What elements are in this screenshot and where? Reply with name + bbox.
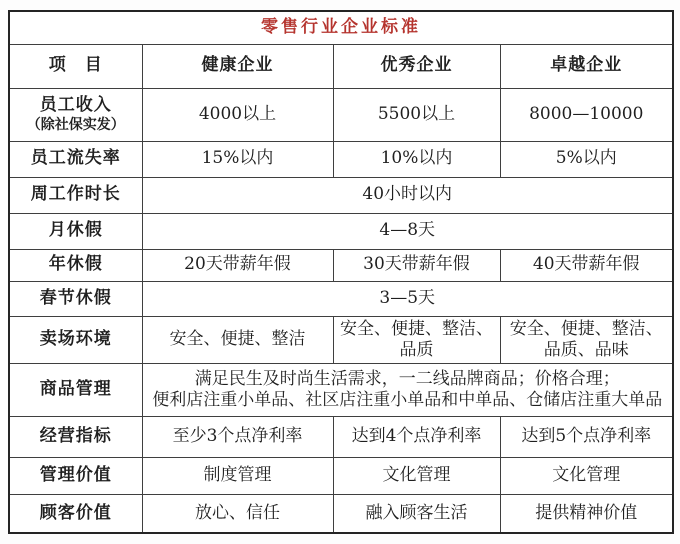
row-sublabel: （除社保实发） (26, 116, 125, 133)
table-row (9, 316, 673, 364)
cell-value: 10%以内 (333, 141, 500, 177)
table-row (9, 495, 673, 533)
row-label-merchandise-management: 商品管理 (9, 364, 142, 417)
cell-value-span: 4—8天 (142, 213, 673, 249)
row-label-employee-income (9, 88, 142, 141)
table-row (9, 417, 673, 458)
row-label-operating-indicators: 经营指标 (9, 417, 142, 458)
cell-value-span: 3—5天 (142, 281, 673, 316)
cell-value-span: 40小时以内 (142, 177, 673, 213)
cell-value: 40天带薪年假 (500, 249, 673, 281)
retail-standards-table (8, 10, 674, 534)
table-row (9, 11, 673, 44)
row-label-customer-value: 顾客价值 (9, 495, 142, 533)
row-label-store-environment: 卖场环境 (9, 316, 142, 364)
table-row (9, 88, 673, 141)
table-row (9, 364, 673, 417)
row-label-text: 员工收入 (39, 94, 112, 115)
cell-value: 20天带薪年假 (142, 249, 333, 281)
row-label-management-value: 管理价值 (9, 458, 142, 495)
table-row (9, 249, 673, 281)
header-excellent-enterprise: 优秀企业 (333, 44, 500, 88)
header-outstanding-enterprise: 卓越企业 (500, 44, 673, 88)
cell-value: 放心、信任 (142, 495, 333, 533)
cell-value: 15%以内 (142, 141, 333, 177)
cell-value: 5500以上 (333, 88, 500, 141)
table-title: 零售行业企业标准 (9, 11, 673, 44)
cell-value: 至少3个点净利率 (142, 417, 333, 458)
header-item: 项 目 (9, 44, 142, 88)
table-row (9, 141, 673, 177)
cell-value: 融入顾客生活 (333, 495, 500, 533)
row-label-turnover-rate: 员工流失率 (9, 141, 142, 177)
cell-value: 达到5个点净利率 (500, 417, 673, 458)
table-row (9, 177, 673, 213)
cell-value-span (142, 364, 673, 417)
cell-value: 制度管理 (142, 458, 333, 495)
cell-value: 文化管理 (500, 458, 673, 495)
row-label-spring-festival-leave: 春节休假 (9, 281, 142, 316)
table-row (9, 281, 673, 316)
header-healthy-enterprise: 健康企业 (142, 44, 333, 88)
cell-value: 文化管理 (333, 458, 500, 495)
cell-value: 5%以内 (500, 141, 673, 177)
cell-value: 8000—10000 (500, 88, 673, 141)
cell-value: 安全、便捷、整洁 (142, 316, 333, 364)
row-label-annual-leave: 年休假 (9, 249, 142, 281)
cell-value: 4000以上 (142, 88, 333, 141)
table-row (9, 213, 673, 249)
cell-value: 安全、便捷、整洁、品质 (333, 316, 500, 364)
cell-value: 30天带薪年假 (333, 249, 500, 281)
table-row (9, 44, 673, 88)
row-label-weekly-hours: 周工作时长 (9, 177, 142, 213)
table-row (9, 458, 673, 495)
cell-value: 提供精神价值 (500, 495, 673, 533)
cell-value: 安全、便捷、整洁、品质、品味 (500, 316, 673, 364)
row-label-monthly-leave: 月休假 (9, 213, 142, 249)
cell-value: 达到4个点净利率 (333, 417, 500, 458)
cell-value-line: 便利店注重小单品、社区店注重小单品和中单品、仓储店注重大单品 (152, 390, 663, 410)
cell-value-line: 满足民生及时尚生活需求，一二线品牌商品；价格合理； (194, 368, 620, 389)
